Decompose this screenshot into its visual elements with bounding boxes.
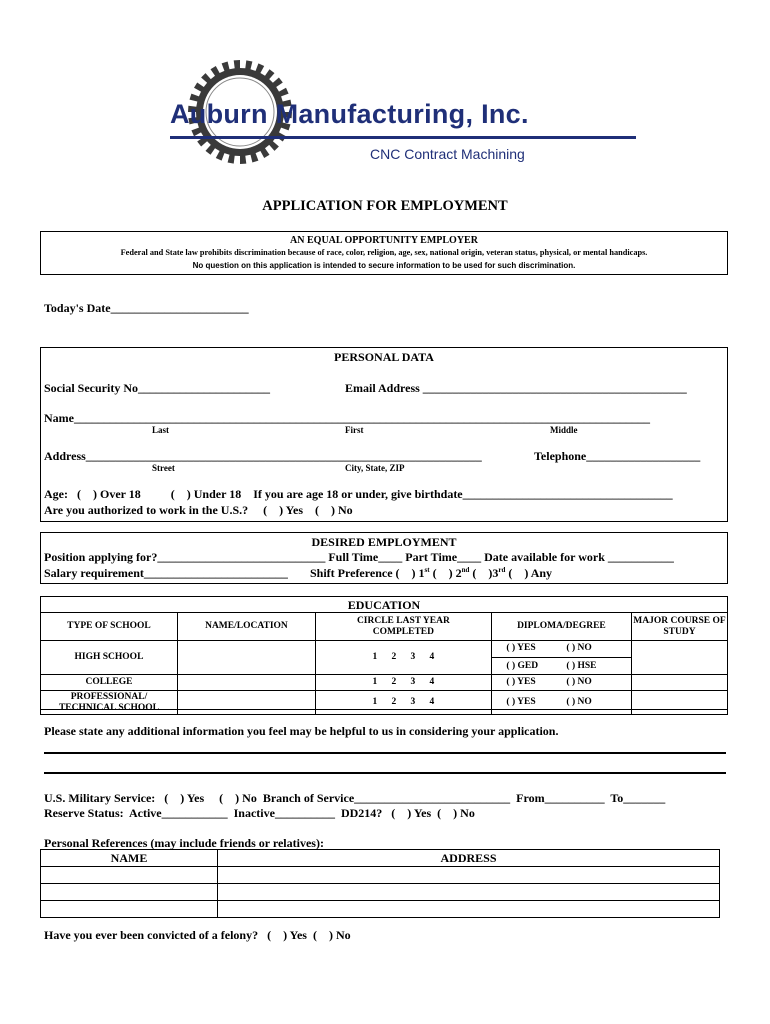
reference-address-cell[interactable]	[218, 867, 720, 884]
hs-name-location-cell[interactable]	[177, 641, 315, 675]
shift-st: st	[424, 566, 430, 574]
col-major-course	[631, 613, 727, 641]
prof-yes-option[interactable]: ( ) YES	[506, 697, 536, 707]
college-yes-option[interactable]: ( ) YES	[506, 677, 536, 687]
hs-diploma-options[interactable]	[491, 641, 631, 675]
name-first-label: First	[345, 425, 364, 435]
col-type-of-school: TYPE OF SCHOOL	[41, 613, 178, 641]
reference-name-cell[interactable]	[41, 901, 218, 918]
reference-name-cell[interactable]	[41, 884, 218, 901]
college-major-cell[interactable]	[631, 675, 727, 691]
prof-year-options[interactable]: 1 2 3 4	[315, 691, 491, 715]
todays-date-field[interactable]: Today's Date_______________________	[44, 301, 249, 315]
additional-info-line-2[interactable]	[44, 772, 726, 774]
reference-address-cell[interactable]	[218, 884, 720, 901]
col-name-location: NAME/LOCATION	[177, 613, 315, 641]
hs-no-option[interactable]: ( ) NO	[566, 643, 592, 653]
row-professional-technical	[41, 691, 178, 715]
shift-mid2: ( )3	[469, 566, 499, 580]
reference-name-cell[interactable]	[41, 867, 218, 884]
eeo-line2: No question on this application is intended to secure information to be used for such discrimination.	[192, 261, 576, 270]
reserve-status-field[interactable]: Reserve Status: Active___________ Inactive__________ DD214? ( ) Yes ( ) No	[44, 806, 475, 820]
ssn-field[interactable]: Social Security No______________________	[44, 381, 270, 395]
col-circle-last-year	[315, 613, 491, 641]
shift-prefix: Shift Preference ( ) 1	[310, 566, 425, 580]
col-major-line1: MAJOR COURSE OF	[633, 615, 726, 626]
address-city-label: City, State, ZIP	[345, 463, 405, 473]
hs-yes-option[interactable]: ( ) YES	[506, 643, 536, 653]
references-col-address: ADDRESS	[218, 850, 720, 867]
eeo-heading: AN EQUAL OPPORTUNITY EMPLOYER	[290, 235, 478, 246]
company-name: Auburn Manufacturing, Inc.	[170, 99, 529, 129]
col-circle-line2: COMPLETED	[372, 626, 435, 637]
references-col-name: NAME	[41, 850, 218, 867]
desired-employment-heading: DESIRED EMPLOYMENT	[311, 535, 457, 549]
shift-preference-field[interactable]	[310, 566, 552, 581]
address-field[interactable]: Address__________________________________________________________________	[44, 449, 482, 463]
work-authorization-field[interactable]: Are you authorized to work in the U.S.? ( ) Yes ( ) No	[44, 503, 353, 517]
additional-info-line-1[interactable]	[44, 752, 726, 754]
college-diploma-options[interactable]	[491, 675, 631, 691]
education-table	[40, 612, 728, 715]
references-table	[40, 849, 720, 918]
college-year-options[interactable]: 1 2 3 4	[315, 675, 491, 691]
personal-data-heading: PERSONAL DATA	[334, 350, 434, 364]
row-prof-line1: PROFESSIONAL/	[70, 691, 148, 702]
military-service-field[interactable]: U.S. Military Service: ( ) Yes ( ) No Branch of Service__________________________ From__________ To_______	[44, 791, 666, 805]
shift-mid1: ( ) 2	[429, 566, 462, 580]
col-circle-line1: CIRCLE LAST YEAR	[356, 615, 450, 626]
email-field[interactable]: Email Address ____________________________________________	[345, 381, 687, 395]
prof-no-option[interactable]: ( ) NO	[566, 697, 592, 707]
additional-info-prompt: Please state any additional information you feel may be helpful to us in considering your application.	[44, 724, 559, 738]
prof-diploma-options[interactable]	[491, 691, 631, 715]
row-high-school: HIGH SCHOOL	[41, 641, 178, 675]
hs-year-options[interactable]: 1 2 3 4	[315, 641, 491, 675]
salary-field[interactable]: Salary requirement________________________	[44, 566, 288, 580]
eeo-line1: Federal and State law prohibits discrimination because of race, color, religion, age, sex, national origin, veteran status, physical, or mental handicaps.	[120, 248, 648, 257]
name-last-label: Last	[152, 425, 170, 435]
address-street-label: Street	[152, 463, 175, 473]
college-name-location-cell[interactable]	[177, 675, 315, 691]
hs-ged-option[interactable]: ( ) GED	[506, 661, 539, 671]
logo-rule	[170, 136, 636, 139]
col-major-line2: STUDY	[663, 626, 696, 637]
telephone-field[interactable]: Telephone___________________	[534, 449, 701, 463]
name-field[interactable]: Name________________________________________________________________________________________________	[44, 411, 650, 425]
prof-name-location-cell[interactable]	[177, 691, 315, 715]
reference-address-cell[interactable]	[218, 901, 720, 918]
position-field[interactable]: Position applying for?____________________________ Full Time____ Part Time____ Date available for work ___________	[44, 550, 674, 564]
education-heading: EDUCATION	[347, 598, 421, 612]
form-title: APPLICATION FOR EMPLOYMENT	[262, 198, 508, 214]
hs-hse-option[interactable]: ( ) HSE	[566, 661, 597, 671]
felony-question[interactable]: Have you ever been convicted of a felony? ( ) Yes ( ) No	[44, 928, 351, 942]
shift-nd: nd	[461, 566, 470, 574]
name-middle-label: Middle	[550, 425, 578, 435]
references-heading: Personal References (may include friends or relatives):	[44, 836, 324, 850]
col-diploma-degree: DIPLOMA/DEGREE	[491, 613, 631, 641]
prof-major-cell[interactable]	[631, 691, 727, 715]
college-no-option[interactable]: ( ) NO	[566, 677, 592, 687]
age-field[interactable]: Age: ( ) Over 18 ( ) Under 18 If you are age 18 or under, give birthdate___________________________________	[44, 487, 673, 501]
company-tagline: CNC Contract Machining	[370, 146, 525, 162]
shift-rd: rd	[498, 566, 506, 574]
hs-major-cell[interactable]	[631, 641, 727, 675]
shift-end: ( ) Any	[505, 566, 553, 580]
row-college: COLLEGE	[41, 675, 178, 691]
row-prof-line2: TECHNICAL SCHOOL	[58, 702, 159, 713]
